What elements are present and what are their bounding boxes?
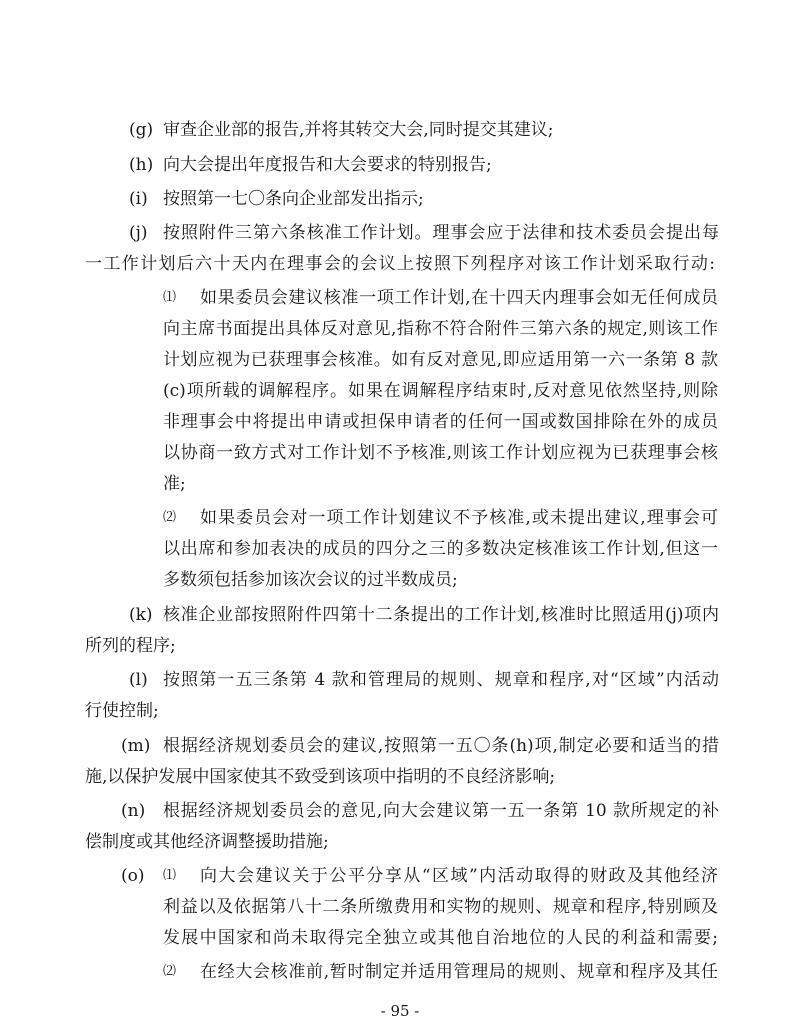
paragraph-g <box>0 115 800 145</box>
paragraph-text: 如果委员会对一项工作计划建议不予核准,或未提出建议,理事会可 <box>200 508 718 528</box>
paragraph-text: 审查企业部的报告,并将其转交大会,同时提交其建议; <box>163 120 554 140</box>
item-marker: (m) <box>121 736 151 756</box>
paragraph-text: 根据经济规划委员会的意见,向大会建议第一五一条第 10 款所规定的补 <box>163 801 719 821</box>
item-marker: (o) <box>121 866 145 886</box>
item-marker: (j) <box>129 223 148 243</box>
item-marker: (n) <box>121 801 146 821</box>
paragraph-text: 向大会提出年度报告和大会要求的特别报告; <box>163 155 492 175</box>
paragraph-o-line-2: 利益以及依据第八十二条所缴费用和实物的规则、规章和程序,特别顾及 <box>163 897 718 917</box>
subparagraph-1-line-1 <box>0 283 800 313</box>
paragraph-l-line-1 <box>0 665 800 695</box>
paragraph-i <box>0 184 800 214</box>
subitem-marker: ⑴ <box>163 290 177 305</box>
page-number: - 95 - <box>380 1002 420 1020</box>
subparagraph-1-line-4: (c)项所载的调解程序。如果在调解程序结束时,反对意见依然坚持,则除 <box>163 381 718 401</box>
paragraph-m-line-2: 施,以保护发展中国家使其不致受到该项中指明的不良经济影响; <box>85 767 556 787</box>
paragraph-text: 如果委员会建议核准一项工作计划,在十四天内理事会如无任何成员 <box>200 288 718 308</box>
paragraph-n-line-2: 偿制度或其他经济调整援助措施; <box>85 832 329 852</box>
paragraph-text: 根据经济规划委员会的建议,按照第一五〇条(h)项,制定必要和适当的措 <box>163 736 719 756</box>
item-marker: (h) <box>129 155 154 175</box>
paragraph-n-line-1 <box>0 796 800 826</box>
subparagraph-1-line-5: 非理事会中将提出申请或担保申请者的任何一国或数国排除在外的成员 <box>163 412 718 432</box>
paragraph-text: 向大会建议关于公平分享从“区域”内活动取得的财政及其他经济 <box>200 866 718 886</box>
subitem-marker: ⑵ <box>163 510 177 525</box>
item-marker: (i) <box>129 189 148 209</box>
subparagraph-1-line-6: 以协商一致方式对工作计划不予核准,则该工作计划应视为已获理事会核 <box>163 443 718 463</box>
subparagraph-o2-line-1 <box>0 957 800 987</box>
paragraph-text: 按照第一五三条第 4 款和管理局的规则、规章和程序,对“区域”内活动 <box>163 670 719 690</box>
subparagraph-2-line-2: 以出席和参加表决的成员的四分之三的多数决定核准该工作计划,但这一 <box>163 539 718 559</box>
paragraph-j-line-1 <box>0 218 800 248</box>
paragraph-h <box>0 150 800 180</box>
paragraph-k-line-1 <box>0 600 800 630</box>
paragraph-text: 按照附件三第六条核准工作计划。理事会应于法律和技术委员会提出每 <box>163 223 719 243</box>
paragraph-text: 在经大会核准前,暂时制定并适用管理局的规则、规章和程序及其任 <box>200 962 718 982</box>
item-marker: (l) <box>129 670 148 690</box>
paragraph-m-line-1 <box>0 731 800 761</box>
paragraph-l-line-2: 行使控制; <box>85 701 159 721</box>
paragraph-o-line-3: 发展中国家和尚未取得完全独立或其他自治地位的人民的利益和需要; <box>163 928 718 948</box>
subitem-marker: ⑴ <box>163 868 177 883</box>
paragraph-text: 核准企业部按照附件四第十二条提出的工作计划,核准时比照适用(j)项内 <box>163 605 719 625</box>
subparagraph-1-line-3: 计划应视为已获理事会核准。如有反对意见,即应适用第一六一条第 8 款 <box>163 350 718 370</box>
paragraph-j-line-2: 一工作计划后六十天内在理事会的会议上按照下列程序对该工作计划采取行动: <box>85 254 715 274</box>
paragraph-text: 按照第一七〇条向企业部发出指示; <box>163 189 424 209</box>
item-marker: (k) <box>129 605 153 625</box>
subparagraph-2-line-1 <box>0 503 800 533</box>
subparagraph-1-line-2: 向主席书面提出具体反对意见,指称不符合附件三第六条的规定,则该工作 <box>163 319 718 339</box>
paragraph-k-line-2: 所列的程序; <box>85 636 176 656</box>
subparagraph-2-line-3: 多数须包括参加该次会议的过半数成员; <box>163 570 458 590</box>
subitem-marker: ⑵ <box>163 964 177 979</box>
item-marker: (g) <box>129 120 154 140</box>
subparagraph-1-line-7: 准; <box>163 474 186 494</box>
paragraph-o-line-1 <box>0 861 800 891</box>
